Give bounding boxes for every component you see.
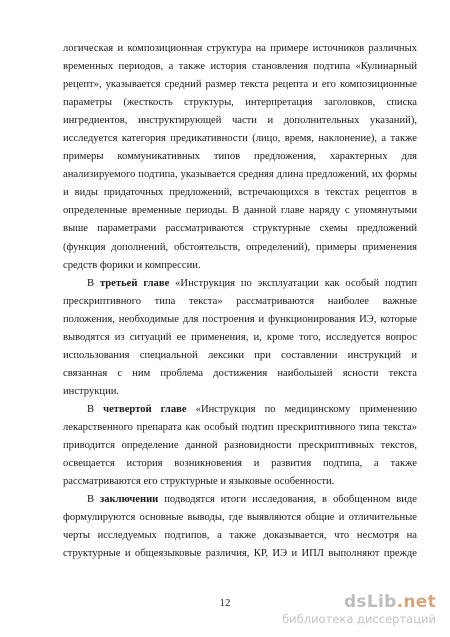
bold-phrase: третьей главе	[99, 277, 170, 289]
text-line: параметры (жесткость структуры, интерпретация заголовков, списка	[63, 97, 417, 109]
text-line: анализируемого подтипа, указывается средняя длина предложений, их формы	[63, 169, 417, 181]
text-line: формулируются основные выводы, где выявляются общие и отличительные	[63, 512, 417, 524]
text-line: выводятся из ситуаций ее применения, и, кроме того, исследуется вопрос	[63, 331, 417, 343]
text-line: исследуется категория предикативности (лицо, время, наклонение), а также	[63, 133, 417, 145]
body-text	[63, 40, 417, 563]
text-line: черты исследуемых подтипов, а также доказывается, что несмотря на	[63, 530, 417, 542]
text-line: временных периодов, а также история становления подтипа «Кулинарный	[63, 61, 417, 73]
text-line: логическая и композиционная структура на примере источников различных	[63, 43, 417, 54]
text-line: связанная с ним проблема достижения наибольшей ясности текста	[63, 367, 417, 379]
paragraph-conclusion-first-line: В заключении подводятся итоги исследования, в обобщенном виде	[87, 494, 417, 506]
watermark-logo	[282, 592, 436, 612]
paragraph-third-chapter-first-line: В третьей главе «Инструкция по эксплуатации как особый подтип	[87, 277, 417, 289]
text-line: структурные и общеязыковые различия, КР, ИЭ и ИПЛ выполняют прежде	[63, 548, 417, 560]
watermark-logo-main: dsLib	[343, 592, 397, 612]
bold-phrase: четвертой главе	[103, 403, 187, 415]
watermark-logo-tld: .net	[396, 592, 436, 612]
text-line: прескриптивного типа текста» рассматриваются наиболее важные	[63, 295, 417, 307]
page-number: 12	[219, 597, 231, 609]
text-line: освещается история возникновения и развития подтипа, а также	[63, 458, 417, 470]
text-line: определенные временные периоды. В данной главе наряду с упомянутыми	[63, 205, 417, 217]
text-line: положения, необходимые для построения и функционирования ИЭ, которые	[63, 313, 417, 325]
text-line: и виды придаточных предложений, встречающихся в текстах рецептов в	[63, 187, 417, 199]
text-line: использования специальной лексики при составлении инструкций и	[63, 349, 417, 361]
text-line: инструкции.	[63, 385, 120, 397]
bold-phrase: заключении	[100, 494, 159, 506]
watermark	[282, 592, 436, 626]
text-line: ингредиентов, инструктирующей части и дополнительных указаний),	[63, 115, 417, 127]
text-line: примеры коммуникативных типов предложения, характерных для	[63, 151, 417, 163]
text-line: средств форики и компрессии.	[63, 259, 201, 271]
text-line: (функция дополнений, обстоятельств, определений), примеры применения	[63, 241, 417, 253]
text-line: лекарственного препарата как особый подтип прескриптивного типа текста»	[63, 421, 417, 433]
text-line: рецепт», указывается средний размер текста рецепта и его композиционные	[63, 79, 417, 91]
text-line: приводится определение данной разновидности прескриптивных текстов,	[63, 440, 417, 452]
text-line: выше параметрами рассматриваются структурные схемы предложений	[63, 223, 417, 235]
paragraph-fourth-chapter-first-line: В четвертой главе «Инструкция по медицинскому применению	[87, 403, 417, 415]
text-line: рассматриваются его структурные и языковые особенности.	[63, 476, 335, 488]
watermark-caption: библиотека диссертаций	[282, 612, 436, 626]
